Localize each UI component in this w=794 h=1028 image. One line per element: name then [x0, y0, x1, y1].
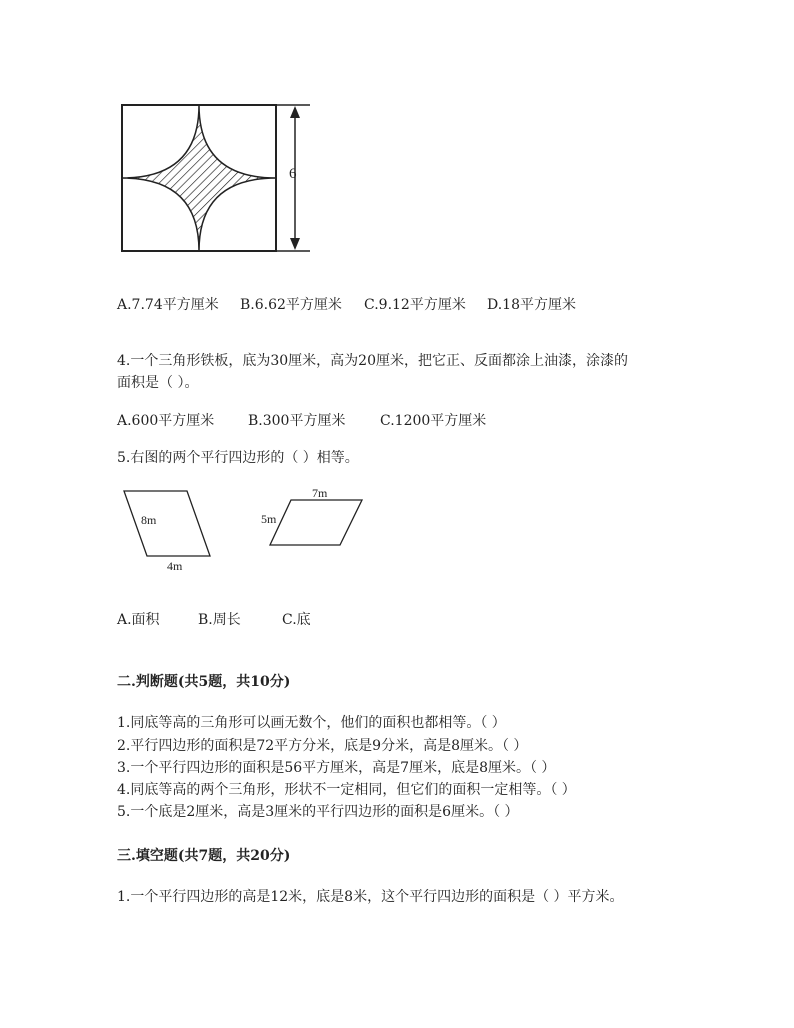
section2-item-4: 4.同底等高的两个三角形，形状不一定相同，但它们的面积一定相等。（ ）	[117, 782, 576, 798]
q4-option-a: A.600平方厘米	[117, 413, 215, 429]
q3-option-d: D.18平方厘米	[487, 297, 576, 313]
parallelogram-2-side-label: 5m	[261, 512, 277, 526]
section2-item-2: 2.平行四边形的面积是72平方分米，底是9分米，高是8厘米。（ ）	[117, 738, 528, 754]
parallelogram-1-base-label: 4m	[167, 559, 183, 573]
q4-option-c: C.1200平方厘米	[380, 413, 487, 429]
square-star-figure	[110, 96, 330, 264]
section2-item-3: 3.一个平行四边形的面积是56平方厘米，高是7厘米，底是8厘米。（ ）	[117, 760, 556, 776]
arrow-up-icon	[290, 106, 300, 118]
q5-option-c: C.底	[282, 612, 311, 628]
dimension-label: 6	[289, 166, 297, 182]
q5-text: 5.右图的两个平行四边形的（ ）相等。	[117, 450, 359, 466]
section3-item-1: 1.一个平行四边形的高是12米，底是8米，这个平行四边形的面积是（ ）平方米。	[117, 889, 624, 905]
q3-option-c: C.9.12平方厘米	[364, 297, 466, 313]
parallelogram-1-side-label: 8m	[141, 513, 157, 527]
q4-text-line1: 4.一个三角形铁板，底为30厘米，高为20厘米，把它正、反面都涂上油漆，涂漆的	[117, 353, 628, 369]
q5-option-b: B.周长	[198, 612, 241, 628]
section2-item-5: 5.一个底是2厘米，高是3厘米的平行四边形的面积是6厘米。（ ）	[117, 804, 519, 820]
parallelogram-2	[270, 500, 362, 545]
q3-option-b: B.6.62平方厘米	[240, 297, 342, 313]
q4-text-line2: 面积是（ ）。	[117, 375, 199, 391]
parallelogram-2-top-label: 7m	[312, 486, 328, 500]
section2-title: 二.判断题(共5题，共10分)	[117, 674, 291, 690]
q4-option-b: B.300平方厘米	[248, 413, 346, 429]
arrow-down-icon	[290, 238, 300, 250]
parallelograms-figure	[115, 482, 375, 574]
q5-option-a: A.面积	[117, 612, 160, 628]
parallelogram-1	[124, 491, 210, 556]
section2-item-1: 1.同底等高的三角形可以画无数个，他们的面积也都相等。（ ）	[117, 715, 506, 731]
section3-title: 三.填空题(共7题，共20分)	[117, 848, 291, 864]
q3-option-a: A.7.74平方厘米	[117, 297, 219, 313]
